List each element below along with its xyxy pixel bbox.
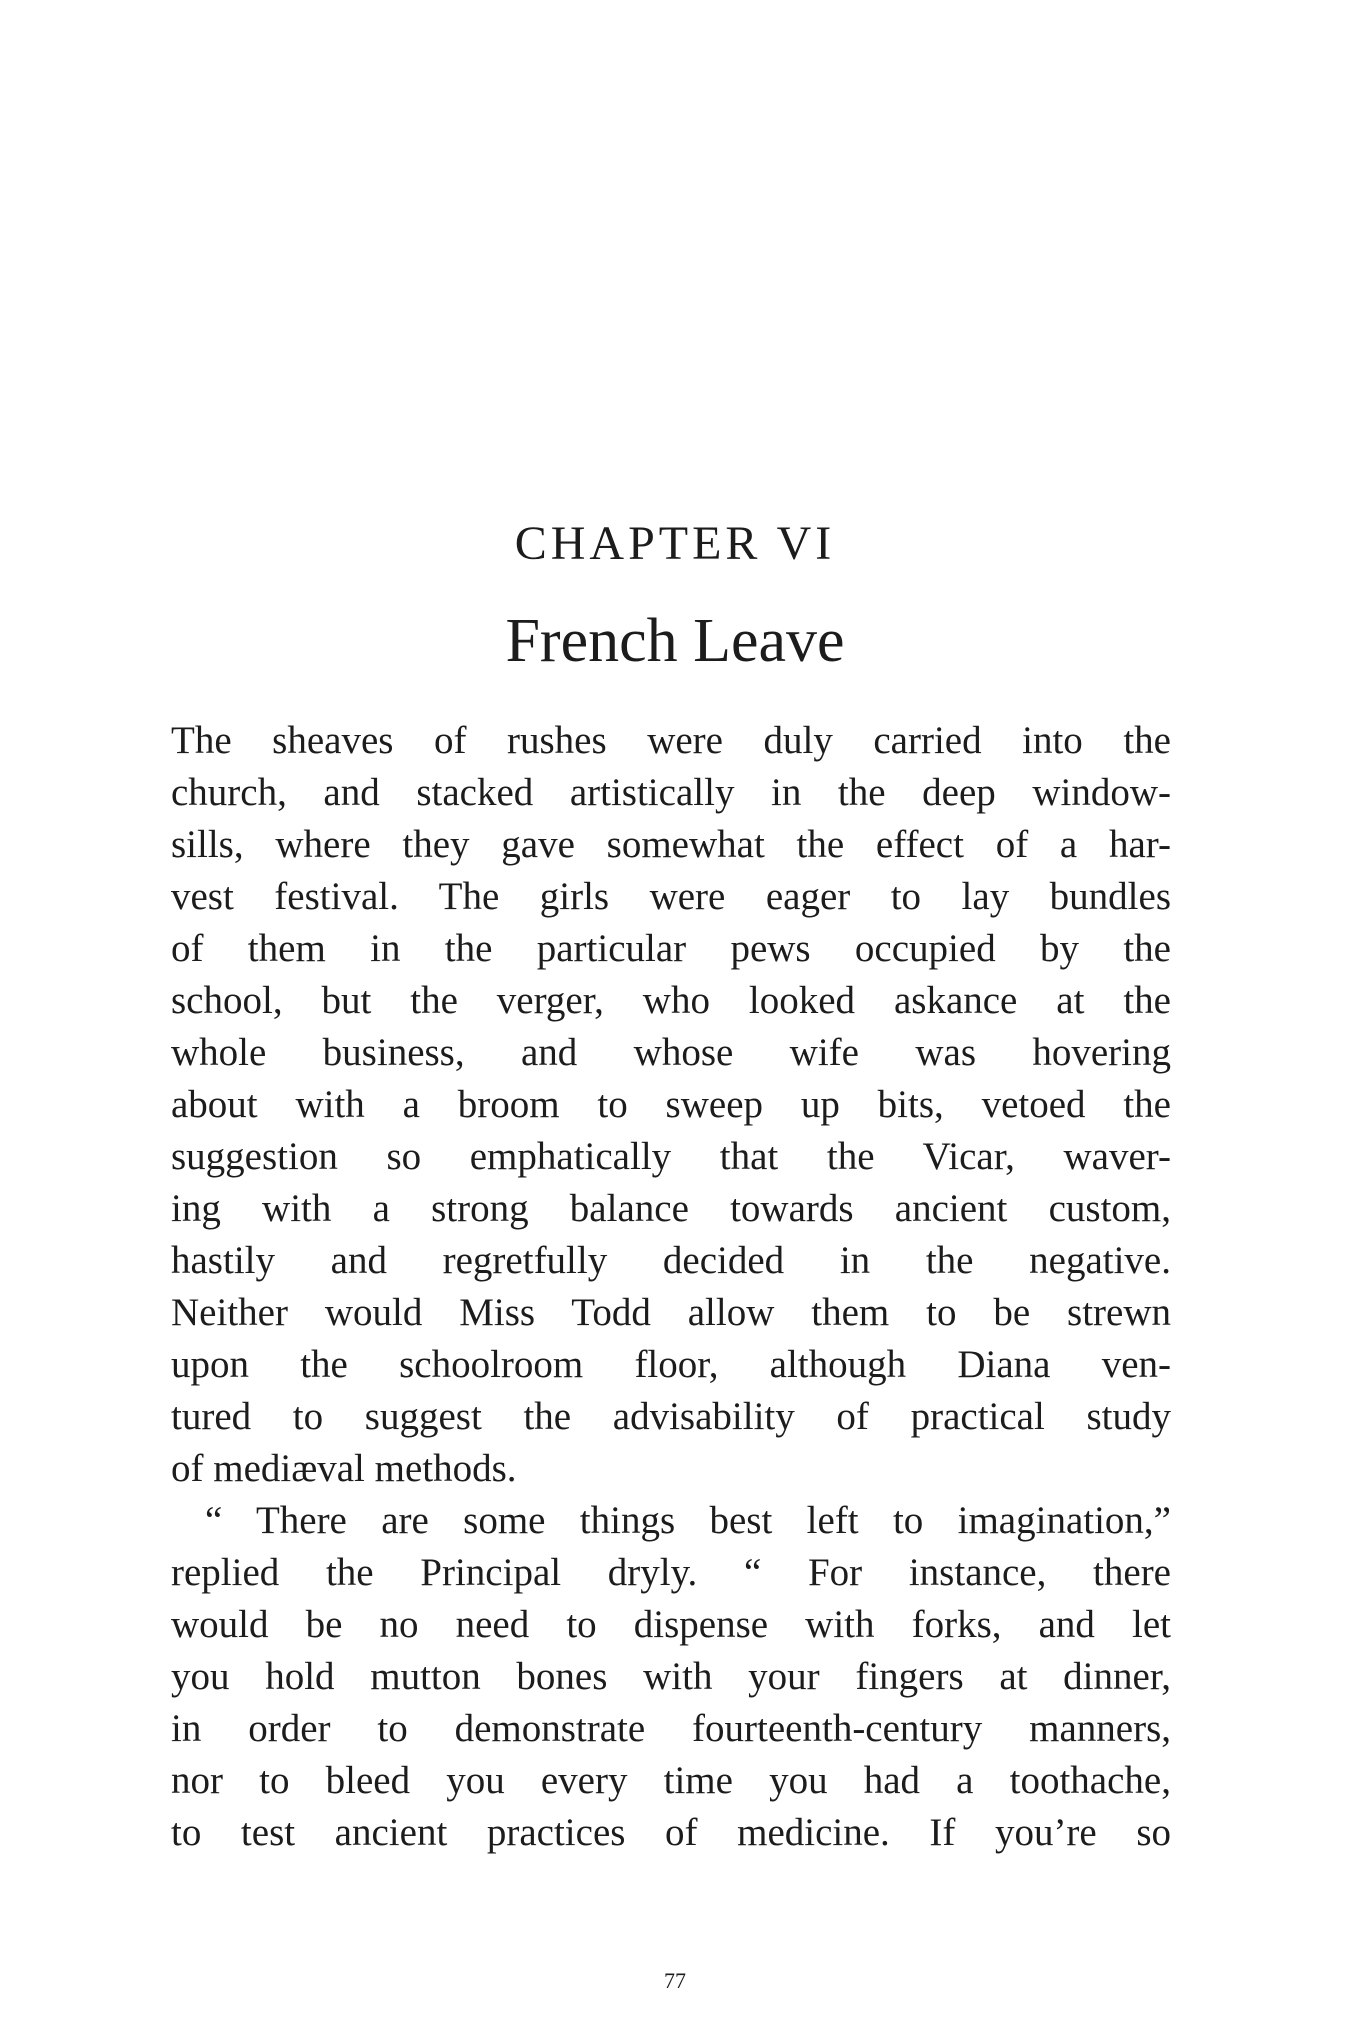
text-line: nor to bleed you every time you had a toothache, <box>171 1759 1171 1802</box>
text-line: replied the Principal dryly. “ For instance, there <box>171 1551 1171 1594</box>
text-line: whole business, and whose wife was hovering <box>171 1031 1171 1074</box>
text-line: of mediæval methods. <box>171 1447 517 1490</box>
paragraph-1 <box>171 715 1171 1495</box>
text-line: ing with a strong balance towards ancient custom, <box>171 1187 1171 1230</box>
text-line: would be no need to dispense with forks, and let <box>171 1603 1171 1646</box>
text-line: church, and stacked artistically in the deep window- <box>171 771 1171 814</box>
text-line: sills, where they gave somewhat the effect of a har- <box>171 823 1171 866</box>
text-line: vest festival. The girls were eager to lay bundles <box>171 875 1171 918</box>
body-text <box>171 715 1171 1859</box>
text-line: you hold mutton bones with your fingers at dinner, <box>171 1655 1171 1698</box>
page-number: 77 <box>664 1968 686 1993</box>
text-line: suggestion so emphatically that the Vicar, waver- <box>171 1135 1171 1178</box>
text-line: school, but the verger, who looked askance at the <box>171 979 1171 1022</box>
text-line: tured to suggest the advisability of practical study <box>171 1395 1171 1438</box>
text-line: hastily and regretfully decided in the negative. <box>171 1239 1171 1282</box>
text-line: of them in the particular pews occupied by the <box>171 927 1171 970</box>
paragraph-2 <box>171 1495 1171 1859</box>
text-line: to test ancient practices of medicine. If you’re so <box>171 1811 1171 1854</box>
text-line: in order to demonstrate fourteenth-century manners, <box>171 1707 1171 1750</box>
text-line: The sheaves of rushes were duly carried into the <box>171 719 1171 762</box>
text-line: about with a broom to sweep up bits, vetoed the <box>171 1083 1171 1126</box>
text-line: upon the schoolroom floor, although Diana ven- <box>171 1343 1171 1386</box>
chapter-title: French Leave <box>505 607 845 675</box>
text-line: “ There are some things best left to imagination,” <box>205 1499 1171 1542</box>
text-line: Neither would Miss Todd allow them to be strewn <box>171 1291 1171 1334</box>
chapter-heading: CHAPTER VI <box>514 517 836 570</box>
